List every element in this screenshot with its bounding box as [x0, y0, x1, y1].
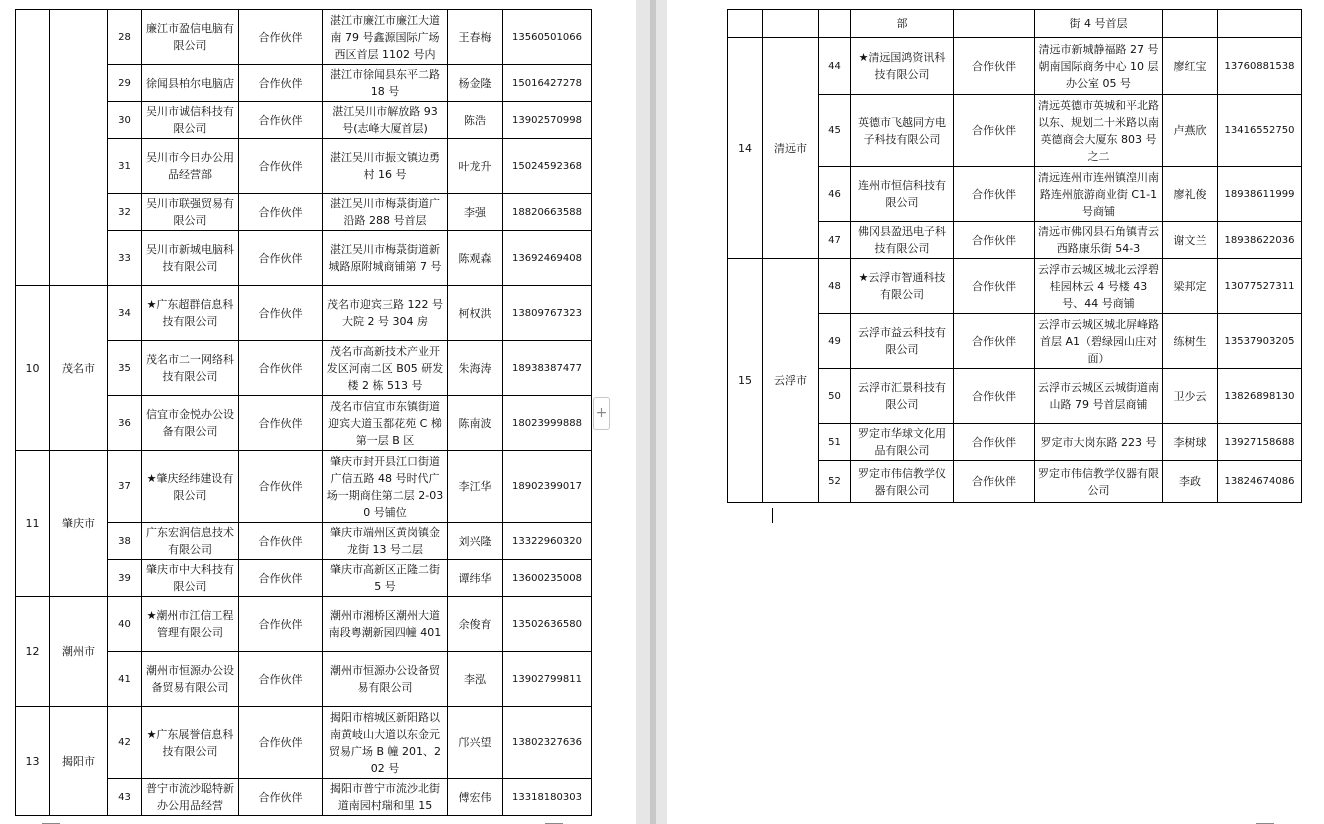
company-cell: 潮州市恒源办公设备贸易有限公司 [142, 652, 239, 707]
role-cell [954, 10, 1035, 38]
row-number: 45 [819, 95, 851, 167]
phone-cell: 15024592368 [503, 139, 592, 194]
phone-cell: 18902399017 [503, 451, 592, 523]
company-cell: 云浮市益云科技有限公司 [851, 314, 954, 369]
table-row [16, 10, 592, 65]
role-cell: 合作伙伴 [239, 139, 323, 194]
role-cell: 合作伙伴 [954, 461, 1035, 503]
phone-cell: 13537903205 [1218, 314, 1302, 369]
contact-cell: 廖礼俊 [1163, 167, 1218, 222]
contact-cell: 傅宏伟 [448, 779, 503, 816]
contact-cell [1163, 10, 1218, 38]
role-cell: 合作伙伴 [239, 341, 323, 396]
contact-cell: 卫少云 [1163, 369, 1218, 424]
phone-cell: 13826898130 [1218, 369, 1302, 424]
role-cell: 合作伙伴 [239, 707, 323, 779]
row-number: 52 [819, 461, 851, 503]
phone-cell: 15016427278 [503, 65, 592, 102]
row-number: 49 [819, 314, 851, 369]
seq-cell: 14 [728, 38, 763, 259]
contact-cell: 朱海涛 [448, 341, 503, 396]
company-cell: ★清远国鸿资讯科技有限公司 [851, 38, 954, 95]
table-row [16, 707, 592, 779]
address-cell: 揭阳市榕城区新阳路以南黄岐山大道以东金元贸易广场 B 幢 201、202 号 [323, 707, 448, 779]
role-cell: 合作伙伴 [954, 222, 1035, 259]
company-cell: ★云浮市智通科技有限公司 [851, 259, 954, 314]
contact-cell: 李树球 [1163, 424, 1218, 461]
role-cell: 合作伙伴 [239, 652, 323, 707]
phone-cell: 13318180303 [503, 779, 592, 816]
company-cell: ★潮州市江信工程管理有限公司 [142, 597, 239, 652]
company-cell: 信宜市金悦办公设备有限公司 [142, 396, 239, 451]
row-number: 29 [108, 65, 142, 102]
address-cell: 云浮市云城区城北屏峰路首层 A1（碧绿园山庄对面） [1035, 314, 1163, 369]
table-row [728, 259, 1302, 314]
contact-cell: 练树生 [1163, 314, 1218, 369]
address-cell: 潮州市恒源办公设备贸易有限公司 [323, 652, 448, 707]
address-cell: 茂名市信宜市东镇街道迎宾大道玉都花苑 C 梯第一层 B 区 [323, 396, 448, 451]
address-cell: 清远市新城静福路 27 号朝南国际商务中心 10 层办公室 05 号 [1035, 38, 1163, 95]
city-cell: 潮州市 [50, 597, 108, 707]
address-cell: 湛江市徐闻县东平二路 18 号 [323, 65, 448, 102]
city-cell: 揭阳市 [50, 707, 108, 816]
company-cell: 英德市飞越同方电子科技有限公司 [851, 95, 954, 167]
row-number: 42 [108, 707, 142, 779]
seq-cell: 15 [728, 259, 763, 503]
address-cell: 茂名市高新技术产业开发区河南二区 B05 研发楼 2 栋 513 号 [323, 341, 448, 396]
city-cell: 肇庆市 [50, 451, 108, 597]
address-cell: 湛江市廉江市廉江大道南 79 号鑫源国际广场西区首层 1102 号内 [323, 10, 448, 65]
address-cell: 肇庆市端州区黄岗镇金龙街 13 号二层 [323, 523, 448, 560]
contact-cell: 柯权洪 [448, 286, 503, 341]
phone-cell: 13322960320 [503, 523, 592, 560]
phone-cell: 18938611999 [1218, 167, 1302, 222]
phone-cell [1218, 10, 1302, 38]
row-number: 33 [108, 231, 142, 286]
company-cell: 吴川市今日办公用品经营部 [142, 139, 239, 194]
address-cell: 湛江吴川市解放路 93 号(志峰大厦首层) [323, 102, 448, 139]
address-cell: 清远市佛冈县石角镇青云西路康乐街 54-3 [1035, 222, 1163, 259]
role-cell: 合作伙伴 [239, 451, 323, 523]
address-cell: 云浮市云城区云城街道南山路 79 号首层商铺 [1035, 369, 1163, 424]
address-cell: 湛江吴川市梅菉街道广沿路 288 号首层 [323, 194, 448, 231]
company-cell: 佛冈县盈迅电子科技有限公司 [851, 222, 954, 259]
row-number: 51 [819, 424, 851, 461]
company-cell: 云浮市汇景科技有限公司 [851, 369, 954, 424]
address-cell: 肇庆市高新区正隆二街 5 号 [323, 560, 448, 597]
phone-cell: 13809767323 [503, 286, 592, 341]
row-number: 28 [108, 10, 142, 65]
phone-cell: 13692469408 [503, 231, 592, 286]
contact-cell: 邝兴望 [448, 707, 503, 779]
address-cell: 潮州市湘桥区潮州大道南段粤潮新园四幢 401 [323, 597, 448, 652]
row-number: 41 [108, 652, 142, 707]
company-cell: 徐闻县柏尔电脑店 [142, 65, 239, 102]
city-cell [50, 10, 108, 286]
contact-cell: 卢燕欣 [1163, 95, 1218, 167]
document-page-left [0, 0, 636, 824]
row-number: 35 [108, 341, 142, 396]
address-cell: 云浮市云城区城北云浮碧桂园林云 4 号楼 43 号、44 号商铺 [1035, 259, 1163, 314]
phone-cell: 13824674086 [1218, 461, 1302, 503]
role-cell: 合作伙伴 [239, 286, 323, 341]
contact-cell: 李泓 [448, 652, 503, 707]
phone-cell: 13902799811 [503, 652, 592, 707]
phone-cell: 13416552750 [1218, 95, 1302, 167]
address-cell: 茂名市迎宾三路 122 号大院 2 号 304 房 [323, 286, 448, 341]
company-cell: ★广东超群信息科技有限公司 [142, 286, 239, 341]
table-row [16, 451, 592, 523]
role-cell: 合作伙伴 [239, 231, 323, 286]
address-cell: 罗定市伟信教学仪器有限公司 [1035, 461, 1163, 503]
address-cell: 清远连州市连州镇湟川南路连州旅游商业街 C1-1 号商铺 [1035, 167, 1163, 222]
company-cell: 广东宏润信息技术有限公司 [142, 523, 239, 560]
phone-cell: 13502636580 [503, 597, 592, 652]
role-cell: 合作伙伴 [239, 779, 323, 816]
company-cell: 廉江市盈信电脑有限公司 [142, 10, 239, 65]
table-expand-button[interactable]: + [593, 397, 610, 430]
contact-cell: 王春梅 [448, 10, 503, 65]
role-cell: 合作伙伴 [239, 597, 323, 652]
role-cell: 合作伙伴 [954, 314, 1035, 369]
city-cell: 茂名市 [50, 286, 108, 451]
row-number: 30 [108, 102, 142, 139]
company-cell: 连州市恒信科技有限公司 [851, 167, 954, 222]
table-row [728, 10, 1302, 38]
role-cell: 合作伙伴 [239, 396, 323, 451]
document-page-right [667, 0, 1324, 824]
phone-cell: 13077527311 [1218, 259, 1302, 314]
row-number: 39 [108, 560, 142, 597]
row-number: 50 [819, 369, 851, 424]
contact-cell: 梁邦定 [1163, 259, 1218, 314]
row-number: 44 [819, 38, 851, 95]
company-cell: ★广东展誉信息科技有限公司 [142, 707, 239, 779]
contact-cell: 杨金隆 [448, 65, 503, 102]
row-number: 46 [819, 167, 851, 222]
contact-cell: 李强 [448, 194, 503, 231]
row-number [819, 10, 851, 38]
company-cell: 肇庆市中大科技有限公司 [142, 560, 239, 597]
role-cell: 合作伙伴 [954, 424, 1035, 461]
contact-cell: 廖红宝 [1163, 38, 1218, 95]
address-cell: 湛江吴川市梅菉街道新城路原附城商铺第 7 号 [323, 231, 448, 286]
role-cell: 合作伙伴 [954, 95, 1035, 167]
row-number: 32 [108, 194, 142, 231]
address-cell: 街 4 号首层 [1035, 10, 1163, 38]
contact-cell: 叶龙升 [448, 139, 503, 194]
address-cell: 罗定市大岗东路 223 号 [1035, 424, 1163, 461]
company-cell: 吴川市新城电脑科技有限公司 [142, 231, 239, 286]
company-cell: 罗定市华球文化用品有限公司 [851, 424, 954, 461]
table-row [16, 597, 592, 652]
phone-cell: 18938622036 [1218, 222, 1302, 259]
phone-cell: 13600235008 [503, 560, 592, 597]
text-cursor[interactable] [772, 508, 773, 523]
row-number: 36 [108, 396, 142, 451]
row-number: 38 [108, 523, 142, 560]
seq-cell [16, 10, 50, 286]
phone-cell: 13902570998 [503, 102, 592, 139]
row-number: 34 [108, 286, 142, 341]
role-cell: 合作伙伴 [239, 560, 323, 597]
phone-cell: 13560501066 [503, 10, 592, 65]
company-cell: 吴川市诚信科技有限公司 [142, 102, 239, 139]
phone-cell: 13927158688 [1218, 424, 1302, 461]
row-number: 31 [108, 139, 142, 194]
address-cell: 揭阳市普宁市流沙北街道南园村瑞和里 15 [323, 779, 448, 816]
role-cell: 合作伙伴 [954, 369, 1035, 424]
phone-cell: 18938387477 [503, 341, 592, 396]
role-cell: 合作伙伴 [239, 102, 323, 139]
address-cell: 湛江吴川市振文镇边勇村 16 号 [323, 139, 448, 194]
phone-cell: 13802327636 [503, 707, 592, 779]
table-row [728, 38, 1302, 95]
contact-cell: 陈浩 [448, 102, 503, 139]
seq-cell: 12 [16, 597, 50, 707]
company-cell: 吴川市联强贸易有限公司 [142, 194, 239, 231]
role-cell: 合作伙伴 [954, 167, 1035, 222]
company-cell: 部 [851, 10, 954, 38]
table-row [16, 286, 592, 341]
role-cell: 合作伙伴 [954, 259, 1035, 314]
city-cell [763, 10, 819, 38]
company-cell: 普宁市流沙聪特新办公用品经营 [142, 779, 239, 816]
contact-cell: 李政 [1163, 461, 1218, 503]
row-number: 40 [108, 597, 142, 652]
company-cell: ★肇庆经纬建设有限公司 [142, 451, 239, 523]
role-cell: 合作伙伴 [239, 523, 323, 560]
company-cell: 茂名市二一网络科技有限公司 [142, 341, 239, 396]
seq-cell: 13 [16, 707, 50, 816]
seq-cell [728, 10, 763, 38]
row-number: 48 [819, 259, 851, 314]
contact-cell: 陈南波 [448, 396, 503, 451]
address-cell: 清远英德市英城和平北路以东、规划二十米路以南英德商会大厦东 803 号之二 [1035, 95, 1163, 167]
contact-cell: 余俊育 [448, 597, 503, 652]
row-number: 47 [819, 222, 851, 259]
city-cell: 云浮市 [763, 259, 819, 503]
partner-table-left [15, 9, 592, 816]
address-cell: 肇庆市封开县江口街道广信五路 48 号时代广场一期商住第二层 2-030 号铺位 [323, 451, 448, 523]
row-number: 37 [108, 451, 142, 523]
phone-cell: 18820663588 [503, 194, 592, 231]
contact-cell: 谭纬华 [448, 560, 503, 597]
row-number: 43 [108, 779, 142, 816]
phone-cell: 13760881538 [1218, 38, 1302, 95]
contact-cell: 李江华 [448, 451, 503, 523]
role-cell: 合作伙伴 [239, 65, 323, 102]
role-cell: 合作伙伴 [239, 194, 323, 231]
partner-table-right [727, 9, 1302, 503]
seq-cell: 11 [16, 451, 50, 597]
page-gap [650, 0, 656, 824]
contact-cell: 谢文兰 [1163, 222, 1218, 259]
city-cell: 清远市 [763, 38, 819, 259]
role-cell: 合作伙伴 [954, 38, 1035, 95]
company-cell: 罗定市伟信教学仪器有限公司 [851, 461, 954, 503]
role-cell: 合作伙伴 [239, 10, 323, 65]
phone-cell: 18023999888 [503, 396, 592, 451]
contact-cell: 陈观森 [448, 231, 503, 286]
seq-cell: 10 [16, 286, 50, 451]
contact-cell: 刘兴隆 [448, 523, 503, 560]
